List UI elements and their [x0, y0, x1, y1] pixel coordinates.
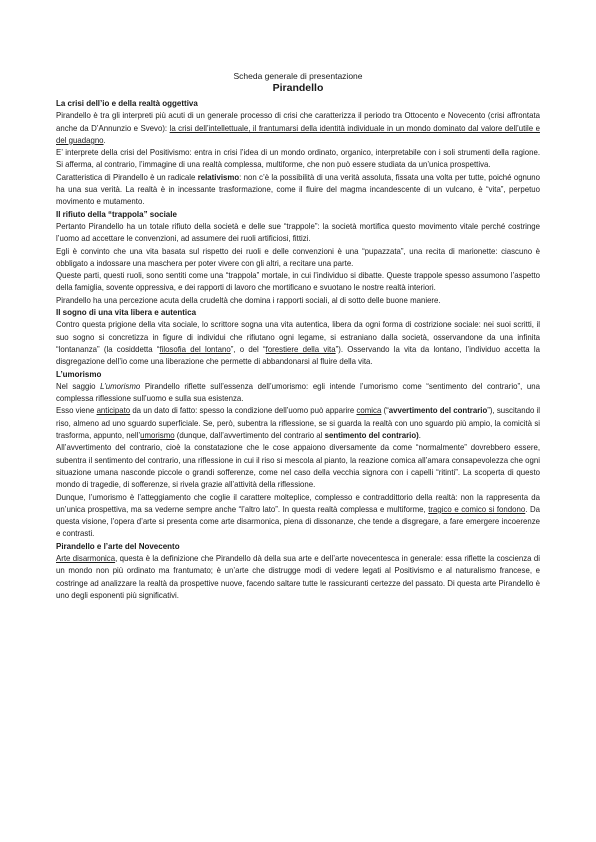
text-run: Contro questa prigione della vita sociale, lo scrittore sogna una vita autentica, libera da ogni forma di costrizione sociale: nei suoi scritti, il suo sogno si concretizza in figure di individui che rifiutano ogni legame, si estraniano dalla società, osservandone da una infinita “lontananza” (la cosiddetta “ — [56, 320, 540, 354]
paragraph — [56, 319, 540, 368]
text-run: ”). Osservando la vita da lontano, l’individuo accetta la disgregazione dell’io come una liberazione che permette di abbandonarsi al fluire della vita. — [56, 344, 540, 367]
underlined-text: anticipato — [96, 406, 131, 416]
section-heading: La crisi dell’io e della realtà oggettiva — [56, 99, 198, 108]
text-run: Pirandello è tra gli interpreti più acuti di un generale processo di crisi che caratterizza il periodo tra Ottocento e Novecento (crisi affrontata anche da D’Annunzio e Svevo): — [56, 111, 540, 133]
text-run: Nel saggio — [56, 381, 101, 391]
text-run: (dunque, dall’avvertimento del contrario al — [174, 431, 325, 441]
section-heading: Pirandello e l’arte del Novecento — [56, 541, 180, 551]
underlined-text: comica — [356, 406, 382, 416]
text-run: E’ interprete della crisi del Positivismo: entra in crisi l’idea di un mondo ordinato, organico, interpretabile con i soli strumenti della ragione. Si afferma, al contrario, l’immagine di una realtà complessa, multiforme, che non può essere studiata da un’unica prospettiva. — [56, 148, 540, 170]
text-run: Pirandello riflette sull’essenza dell’umorismo: egli intende l’umorismo come “sentimento del contrario”, una complessa riflessione sull’uomo e sulla sua esistenza. — [56, 381, 540, 404]
paragraph — [56, 110, 540, 147]
paragraph — [56, 381, 540, 406]
underlined-text: Arte disarmonica — [56, 553, 116, 563]
text-run: da un dato di fatto: spesso la condizione dell’uomo può apparire — [130, 406, 357, 416]
underlined-text: tragico e comico si fondono — [428, 504, 526, 514]
text-run: . — [103, 135, 106, 145]
document-page — [56, 71, 540, 602]
text-run: Queste parti, questi ruoli, sono sentiti come una “trappola” mortale, in cui l’individuo si dibatte. Queste trappole spesso assumono l’aspetto della famiglia, sovente oppressiva, e dei rapporti di lavoro che mortificano e svuotano le nostre realtà interiori. — [56, 271, 540, 293]
text-run: Caratteristica di Pirandello è un radicale — [56, 172, 198, 182]
paragraph — [56, 442, 540, 491]
paragraph — [56, 295, 540, 307]
text-run: , questa è la definizione che Pirandello dà della sua arte e dell’arte novecentesca in generale: essa riflette la coscienza di un mondo non più ordinato ma frantumato; è un’arte che distrugge modi di vedere legati al Positivismo e al naturalismo francese, e costringe ad analizzare la realtà da prospettive nuove, facendo saltare tutte le rassicuranti certezze del passato. Di questa arte Pirandello è uno degli esponenti più significativi. — [56, 553, 540, 600]
text-run: Pertanto Pirandello ha un totale rifiuto della società e delle sue “trappole”: la società mortifica questo movimento vitale perché costringe l’uomo ad accettare le convenzioni, ad assumere dei ruoli artificiosi, fittizi. — [56, 221, 540, 244]
bold-text: relativismo — [197, 172, 240, 182]
bold-text: avvertimento del contrario — [388, 406, 488, 416]
bold-text: sentimento del contrario) — [324, 431, 419, 441]
underlined-text: umorismo — [140, 431, 175, 441]
paragraph — [56, 492, 540, 541]
paragraph — [56, 221, 540, 246]
text-run: . — [418, 431, 421, 441]
text-run: (“ — [381, 406, 389, 416]
section-heading: Il rifiuto della “trappola” sociale — [56, 209, 177, 219]
paragraph — [56, 270, 540, 295]
text-run: ”, o del “ — [230, 344, 266, 354]
text-run: Dunque, l’umorismo è l’atteggiamento che coglie il carattere molteplice, complesso e contraddittorio della realtà: non la rappresenta da un’unica prospettiva, ma sa vederne sempre anche “l’altro lato”. In questa realtà complessa e multiforme, — [56, 492, 540, 514]
paragraph — [56, 246, 540, 271]
text-run: . Da questa visione, l’opera d’arte si presenta come arte disarmonica, piena di dissonanze, che tende a disgregare, a fare emergere incoerenze e contrasti. — [56, 504, 540, 539]
paragraph — [56, 405, 540, 442]
document-subtitle: Scheda generale di presentazione — [233, 71, 363, 81]
paragraph — [56, 172, 540, 209]
text-run: Pirandello ha una percezione acuta della crudeltà che domina i rapporti sociali, al di sotto delle buone maniere. — [56, 295, 441, 305]
text-run: All’avvertimento del contrario, cioè la constatazione che le cose appaiono diversamente da come “normalmente” dovrebbero essere, subentra il sentimento del contrario, una riflessione in cui il riso si mescola al pianto, la reazione comica all’amara consapevolezza che ogni situazione umana nasconde piccole o grandi sofferenze, come nel caso della vecchia signora con i capelli “ritinti”. La scoperta di questo mondo di tragedie, di sofferenze, si rivela grazie all’attività della riflessione. — [56, 443, 540, 490]
italic-text: L’umorismo — [100, 381, 141, 391]
paragraph — [56, 553, 540, 602]
section-heading: Il sogno di una vita libera e autentica — [56, 308, 197, 318]
underlined-text: la crisi dell’intellettuale, il frantumarsi della identità individuale in un mondo dominato dal valore dell’utile e del guadagno — [56, 123, 540, 145]
underlined-text: filosofia del lontano — [159, 344, 231, 354]
section-heading: L’umorismo — [56, 369, 102, 379]
paragraph — [56, 147, 540, 172]
text-run: Egli è convinto che una vita basata sul rispetto dei ruoli e delle convenzioni è una “pupazzata”, una recita di marionette: ciascuno è obbligato a indossare una maschera per poter vivere con gli altri, a recitare una parte. — [56, 246, 540, 268]
document-body — [56, 98, 540, 602]
text-run: ”), suscitando il riso, almeno ad uno sguardo superficiale. Se, però, subentra la riflessione, se si guarda la realtà con uno sguardo più ampio, la comicità si trasforma, appunto, nell’ — [56, 406, 540, 441]
document-title: Pirandello — [272, 82, 324, 94]
underlined-text: forestiere della vita — [265, 344, 336, 354]
text-run: Esso viene — [56, 406, 97, 416]
text-run: : non c’è la possibilità di una verità assoluta, fissata una volta per tutte, poiché ognuno ha una sua verità. La realtà è in incessante trasformazione, come il fluire del magma incandescente di un vulcano, è “vita”, perpetuo movimento e mutamento. — [56, 172, 540, 207]
